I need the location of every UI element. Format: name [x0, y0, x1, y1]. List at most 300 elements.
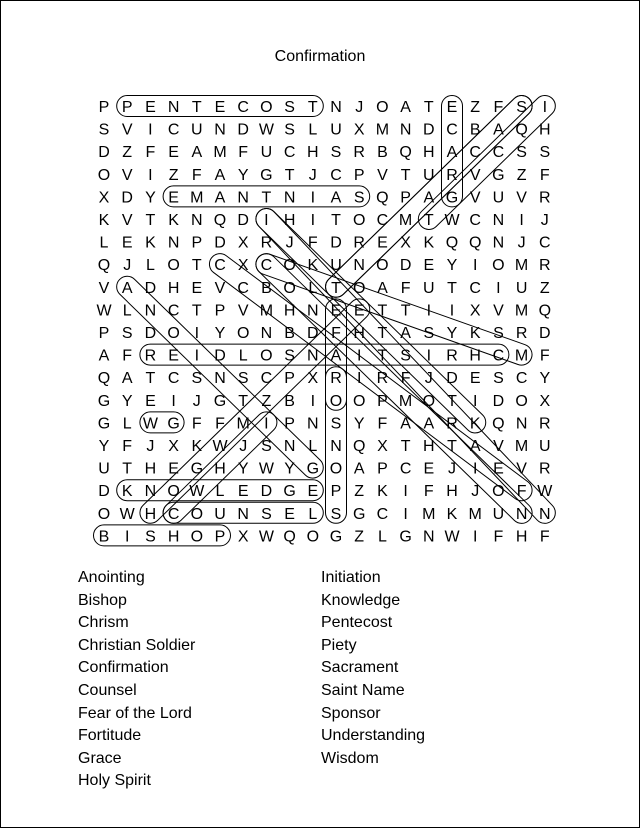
grid-letter: N [515, 415, 528, 433]
grid-letter: N [191, 212, 203, 229]
grid-letter: S [121, 325, 133, 342]
word-list-right [321, 567, 425, 770]
grid-letter: E [353, 302, 365, 320]
grid-letter: H [539, 121, 551, 139]
grid-letter: L [238, 347, 248, 365]
grid-letter: N [260, 325, 273, 342]
word-list-item: Holy Spirit [78, 772, 151, 790]
grid-letter: S [261, 438, 272, 455]
grid-letter: D [214, 234, 226, 252]
grid-letter: I [426, 302, 432, 320]
grid-letter: N [283, 189, 296, 207]
grid-letter: T [447, 392, 457, 410]
grid-letter: M [213, 144, 227, 162]
grid-letter: N [307, 415, 319, 433]
grid-letter: V [237, 302, 249, 320]
grid-letter: X [377, 438, 388, 455]
grid-letter: O [352, 279, 366, 297]
grid-letter: L [99, 234, 109, 252]
grid-letter: P [353, 166, 365, 184]
grid-letter: G [97, 415, 111, 433]
grid-letter: L [308, 279, 318, 297]
grid-letter: E [168, 347, 179, 365]
grid-letter: L [122, 302, 132, 320]
grid-letter: O [492, 257, 505, 275]
grid-letter: K [168, 212, 179, 229]
grid-letter: C [260, 370, 273, 388]
grid-letter: B [261, 279, 272, 297]
grid-letter: O [260, 99, 273, 116]
grid-letter: F [493, 528, 504, 546]
grid-letter: T [377, 347, 388, 365]
grid-letter: T [307, 99, 318, 116]
grid-letter: M [259, 302, 274, 320]
grid-letter: K [121, 483, 133, 501]
grid-letter: V [516, 189, 527, 207]
grid-letter: P [121, 99, 133, 116]
grid-letter: I [403, 505, 408, 523]
grid-letter: C [376, 505, 389, 523]
grid-letter: T [423, 212, 434, 229]
grid-letter: O [422, 392, 436, 410]
grid-letter: D [330, 234, 342, 252]
grid-letter: D [260, 483, 273, 501]
grid-letter: F [238, 144, 249, 162]
grid-letter: A [400, 415, 411, 433]
grid-letter: C [214, 257, 226, 275]
grid-letter: C [283, 144, 296, 162]
word-list-item: Understanding [321, 727, 426, 745]
grid-letter: Q [352, 438, 366, 455]
grid-letter: H [307, 144, 319, 162]
grid-letter: H [283, 212, 296, 229]
grid-letter: U [98, 460, 110, 478]
grid-letter: G [306, 460, 320, 478]
grid-letter: D [144, 325, 157, 342]
grid-letter: T [400, 302, 411, 320]
grid-letter: Z [539, 279, 550, 297]
grid-letter: I [519, 212, 524, 229]
grid-letter: I [426, 347, 432, 365]
grid-letter: I [356, 370, 362, 388]
grid-letter: N [330, 438, 342, 455]
grid-letter: H [353, 325, 365, 342]
grid-letter: Z [168, 166, 179, 184]
grid-letter: X [168, 438, 179, 455]
grid-letter: M [398, 212, 413, 229]
grid-letter: T [122, 460, 133, 478]
grid-letter: L [308, 438, 318, 455]
grid-letter: A [121, 279, 133, 297]
grid-letter: N [353, 257, 365, 275]
grid-letter: N [237, 505, 249, 523]
grid-letter: I [310, 392, 316, 410]
grid-letter: L [377, 528, 387, 546]
grid-letter: E [423, 460, 435, 478]
grid-letter: O [190, 505, 204, 523]
grid-letter: C [260, 257, 273, 275]
grid-letter: I [356, 347, 362, 365]
grid-letter: C [446, 121, 458, 139]
grid-letter: P [330, 483, 342, 501]
grid-letter: I [449, 302, 455, 320]
grid-letter: P [214, 302, 226, 320]
grid-letter: C [515, 370, 528, 388]
grid-letter: Y [284, 460, 295, 478]
grid-letter: I [472, 392, 478, 410]
grid-letter: M [398, 392, 413, 410]
grid-letter: A [377, 279, 388, 297]
grid-letter: U [423, 279, 435, 297]
word-list-item: Knowledge [321, 591, 401, 609]
grid-letter: N [492, 234, 505, 252]
grid-letter: I [194, 347, 200, 365]
grid-letter: I [472, 460, 478, 478]
grid-letter: J [192, 392, 201, 410]
grid-letter: N [307, 347, 319, 365]
grid-letter: F [423, 483, 434, 501]
grid-letter: N [539, 505, 551, 523]
page-title: Confirmation [274, 48, 366, 65]
grid-letter: L [215, 483, 225, 501]
grid-letter: Y [539, 370, 551, 388]
grid-letter: Y [98, 438, 110, 455]
grid-letter: V [121, 212, 133, 229]
grid-letter: J [308, 166, 317, 184]
grid-letter: W [444, 528, 460, 546]
grid-letter: D [237, 212, 249, 229]
grid-letter: X [539, 392, 551, 410]
grid-letter: C [237, 99, 249, 116]
grid-letter: B [284, 392, 295, 410]
grid-letter: A [214, 189, 226, 207]
grid-letter: O [492, 483, 505, 501]
grid-letter: N [330, 99, 342, 116]
word-list-item: Fear of the Lord [78, 704, 192, 722]
grid-letter: B [98, 528, 110, 546]
grid-letter: I [124, 528, 130, 546]
grid-letter: O [260, 347, 273, 365]
grid-letter: Y [214, 325, 226, 342]
grid-letter: C [237, 279, 249, 297]
grid-letter: S [98, 121, 110, 139]
grid-letter: N [144, 483, 157, 501]
word-list-item: Sponsor [321, 704, 381, 722]
grid-letter: R [353, 144, 365, 162]
grid-letter: B [469, 121, 481, 139]
grid-letter: J [239, 438, 248, 455]
grid-letter: Z [261, 392, 272, 410]
grid-letter: O [167, 257, 180, 275]
grid-letter: K [446, 505, 458, 523]
grid-letter: C [376, 212, 389, 229]
grid-letter: Z [470, 99, 481, 116]
grid-letter: N [283, 438, 296, 455]
word-list-item: Sacrament [321, 659, 399, 677]
grid-letter: F [215, 415, 225, 433]
grid-letter: W [96, 302, 112, 320]
grid-letter: N [214, 121, 226, 139]
grid-letter: C [399, 460, 412, 478]
word-list-item: Counsel [78, 681, 137, 699]
grid-letter: M [375, 121, 390, 139]
grid-letter: M [468, 505, 482, 523]
grid-letter: X [98, 189, 110, 207]
grid-letter: A [493, 121, 504, 139]
grid-letter: U [260, 144, 273, 162]
grid-letter: K [307, 257, 319, 275]
grid-letter: G [492, 166, 505, 184]
grid-letter: W [258, 460, 274, 478]
grid-letter: S [145, 528, 156, 546]
word-list-item: Confirmation [78, 659, 169, 677]
grid-letter: S [284, 347, 295, 365]
grid-letter: T [191, 302, 202, 320]
grid-letter: D [237, 121, 249, 139]
grid-letter: D [307, 325, 319, 342]
grid-letter: E [423, 257, 435, 275]
grid-letter: E [307, 483, 319, 501]
grid-letter: E [446, 99, 458, 116]
grid-letter: E [121, 234, 133, 252]
grid-letter: C [539, 234, 551, 252]
grid-letter: O [352, 392, 366, 410]
grid-letter: F [539, 528, 550, 546]
grid-letter: A [214, 166, 226, 184]
grid-letter: S [516, 144, 527, 162]
grid-letter: I [264, 212, 269, 229]
grid-letter: T [377, 325, 388, 342]
grid-letter: R [446, 166, 458, 184]
grid-letter: C [167, 505, 180, 523]
grid-letter: F [122, 438, 133, 455]
grid-letter: O [167, 325, 180, 342]
grid-letter: H [423, 438, 435, 455]
grid-letter: M [514, 347, 529, 365]
grid-letter: M [422, 505, 436, 523]
grid-letter: E [145, 392, 156, 410]
grid-letter: Q [376, 189, 389, 207]
grid-letter: F [400, 279, 411, 297]
grid-letter: Q [97, 370, 111, 388]
grid-letter: A [353, 460, 365, 478]
grid-letter: S [261, 505, 272, 523]
grid-letter: G [97, 392, 111, 410]
grid-letter: Y [446, 325, 458, 342]
grid-letter: A [423, 415, 435, 433]
grid-letter: M [514, 257, 529, 275]
grid-letter: U [191, 121, 203, 139]
grid-letter: F [516, 483, 527, 501]
grid-letter: J [285, 234, 294, 252]
grid-letter: R [515, 325, 528, 342]
grid-letter: H [469, 347, 481, 365]
grid-letter: K [191, 438, 203, 455]
grid-letter: F [539, 166, 550, 184]
grid-letter: K [145, 234, 156, 252]
grid-letter: R [353, 234, 365, 252]
found-word-loop [94, 525, 231, 546]
word-list-item: Piety [321, 636, 357, 654]
grid-letter: I [310, 189, 316, 207]
grid-letter: V [493, 438, 504, 455]
grid-letter: O [283, 257, 296, 275]
word-list-item: Anointing [78, 569, 145, 586]
grid-letter: Q [399, 144, 412, 162]
grid-letter: O [376, 99, 389, 116]
grid-letter: F [307, 234, 318, 252]
grid-letter: A [423, 189, 435, 207]
grid-letter: T [447, 438, 457, 455]
grid-letter: E [237, 483, 249, 501]
grid-letter: P [284, 370, 295, 388]
grid-letter: S [237, 370, 249, 388]
grid-letter: T [145, 370, 156, 388]
word-list-item: Pentecost [321, 614, 393, 632]
grid-letter: A [400, 99, 411, 116]
grid-letter: I [472, 257, 478, 275]
grid-letter: Y [446, 257, 458, 275]
grid-letter: H [515, 528, 528, 546]
grid-letter: H [167, 528, 180, 546]
grid-letter: R [446, 347, 458, 365]
grid-letter: Q [515, 121, 528, 139]
grid-letter: D [121, 189, 133, 207]
grid-letter: S [191, 370, 203, 388]
grid-letter: T [400, 438, 411, 455]
grid-letter: Q [492, 415, 505, 433]
grid-letter: T [331, 279, 341, 297]
grid-letter: T [377, 302, 388, 320]
grid-letter: H [167, 279, 180, 297]
grid-letter: G [445, 189, 459, 207]
grid-letter: A [330, 347, 342, 365]
grid-letter: W [189, 483, 205, 501]
word-list-item: Grace [78, 749, 122, 767]
grid-letter: O [283, 279, 296, 297]
grid-letter: W [258, 528, 274, 546]
grid-letter: F [493, 99, 504, 116]
grid-letter: O [306, 528, 320, 546]
grid-letter: F [539, 347, 550, 365]
grid-letter: G [190, 460, 204, 478]
grid-letter: H [144, 505, 157, 523]
grid-letter: I [403, 483, 408, 501]
grid-letter: R [260, 234, 273, 252]
grid-letter: V [214, 279, 226, 297]
grid-letter: T [191, 99, 202, 116]
grid-letter: E [145, 99, 156, 116]
grid-letter: A [446, 144, 458, 162]
grid-letter: D [98, 144, 110, 162]
grid-letter: Z [354, 528, 365, 546]
grid-letter: J [355, 99, 364, 116]
grid-letter: B [284, 325, 295, 342]
grid-letter: S [493, 325, 504, 342]
grid-letter: S [400, 347, 411, 365]
grid-letter: C [167, 302, 180, 320]
grid-letter: C [469, 212, 481, 229]
grid-letter: X [469, 302, 481, 320]
grid-letter: Z [516, 166, 527, 184]
grid-letter: M [514, 302, 529, 320]
grid-letter: J [540, 212, 549, 229]
grid-letter: K [98, 212, 110, 229]
grid-letter: X [353, 121, 365, 139]
grid-letter: X [237, 528, 249, 546]
grid-letter: K [377, 483, 388, 501]
grid-letter: S [330, 144, 342, 162]
grid-letter: G [329, 528, 343, 546]
grid-letter: P [400, 189, 411, 207]
grid-letter: T [284, 166, 295, 184]
grid-letter: D [144, 279, 157, 297]
grid-letter: U [492, 505, 505, 523]
grid-letter: U [330, 257, 342, 275]
grid-letter: N [399, 121, 412, 139]
word-list-item: Christian Soldier [78, 636, 196, 654]
grid-letter: I [148, 121, 153, 139]
grid-letter: E [377, 234, 388, 252]
grid-letter: S [516, 99, 527, 116]
word-list-item: Initiation [321, 569, 381, 586]
grid-letter: W [537, 483, 553, 501]
found-word-loop [252, 204, 560, 528]
grid-letter: T [331, 212, 341, 229]
grid-letter: Q [213, 212, 227, 229]
grid-letter: W [119, 505, 135, 523]
grid-letter: R [446, 415, 458, 433]
grid-letter: I [472, 528, 478, 546]
grid-letter: U [423, 166, 435, 184]
grid-letter: V [121, 166, 133, 184]
grid-letter: R [376, 370, 389, 388]
grid-letter: S [423, 325, 435, 342]
grid-letter: V [493, 302, 504, 320]
grid-letter: O [352, 212, 366, 229]
grid-letter: D [539, 325, 551, 342]
grid-letter: A [469, 438, 481, 455]
grid-letter: I [194, 325, 200, 342]
grid-letter: X [237, 234, 249, 252]
grid-letter: E [191, 279, 203, 297]
grid-letter: S [330, 505, 342, 523]
word-list-item: Chrism [78, 614, 129, 632]
grid-letter: T [261, 189, 272, 207]
grid-letter: O [167, 483, 180, 501]
grid-letter: Q [538, 302, 552, 320]
grid-letter: E [284, 505, 295, 523]
grid-letter: Z [354, 483, 365, 501]
grid-letter: V [516, 460, 527, 478]
grid-letter: G [213, 392, 227, 410]
grid-letter: U [214, 505, 226, 523]
grid-letter: O [190, 528, 204, 546]
grid-letter: S [330, 415, 342, 433]
grid-letter: O [515, 392, 528, 410]
grid-letter: P [377, 460, 388, 478]
grid-letter: T [145, 212, 156, 229]
grid-letter: Q [468, 234, 482, 252]
grid-letter: P [98, 99, 110, 116]
grid-letter: J [123, 257, 132, 275]
grid-letter: S [284, 99, 295, 116]
grid-letter: V [469, 166, 481, 184]
grid-letter: G [167, 415, 180, 433]
found-word-loop [414, 91, 560, 234]
grid-letter: M [514, 438, 529, 455]
grid-letter: K [423, 234, 435, 252]
